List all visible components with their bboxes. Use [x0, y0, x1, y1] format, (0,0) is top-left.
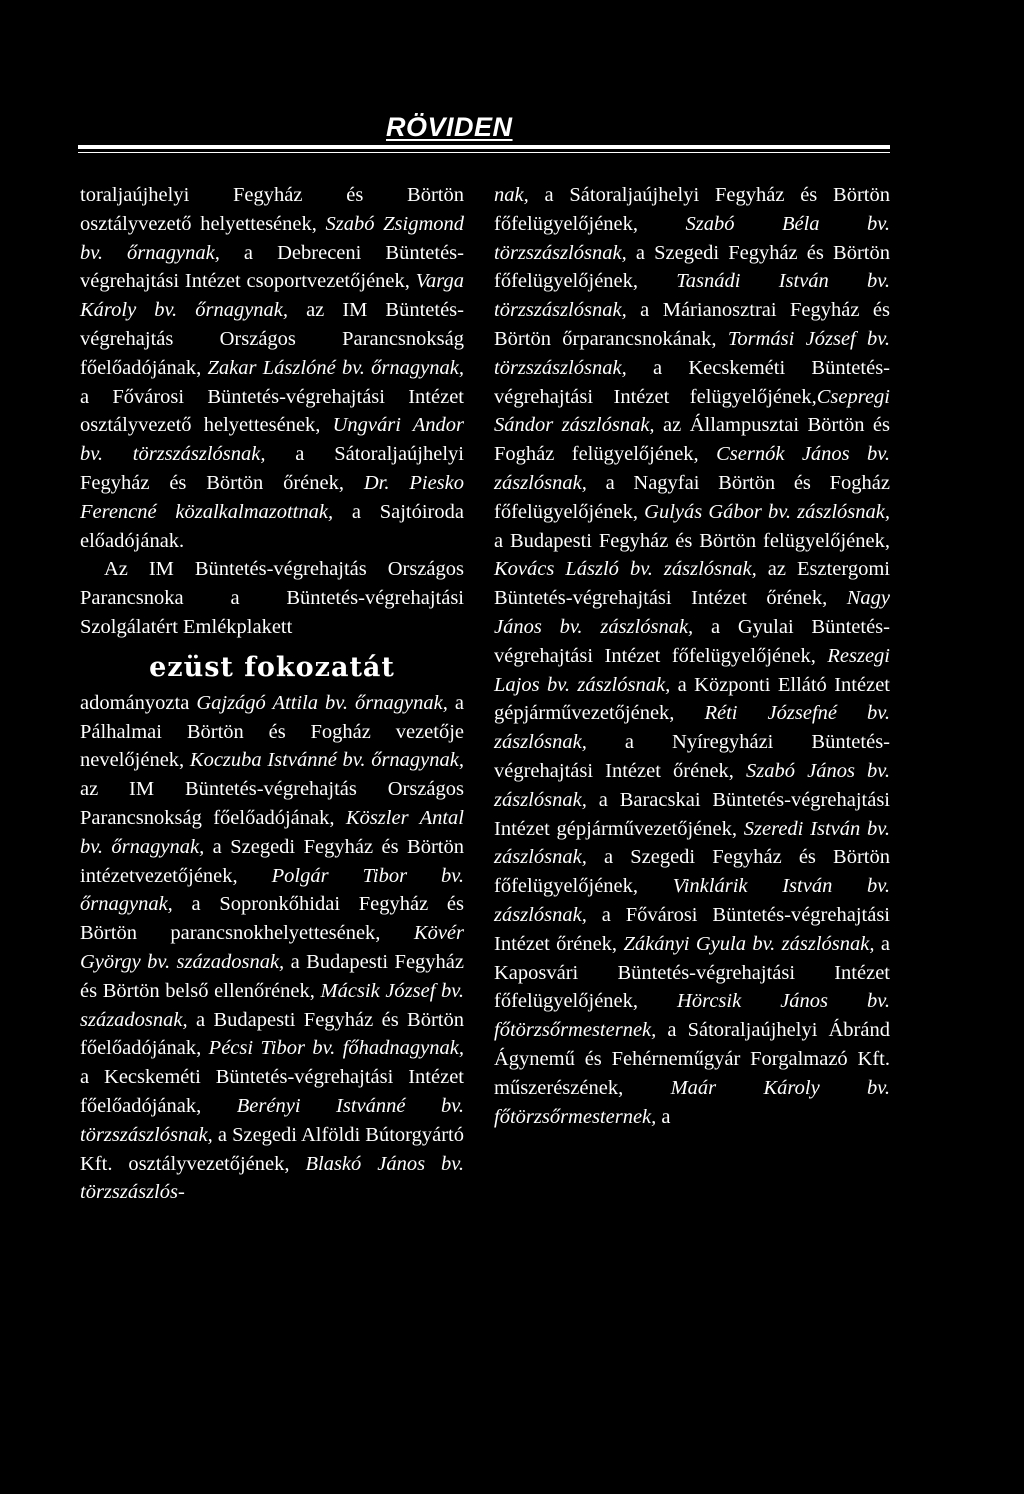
italic-name-run: Pécsi Tibor bv. főhadnagynak,: [208, 1037, 464, 1060]
italic-name-run: Mácsik József bv. századosnak,: [80, 979, 464, 1031]
italic-name-run: Köszler Antal bv. őrnagynak,: [80, 806, 464, 858]
italic-name-run: Blaskó János bv. törzszászlós-: [80, 1152, 465, 1204]
italic-name-run: Reszegi Lajos bv. zászlósnak,: [494, 644, 890, 696]
italic-name-run: Kövér György bv. századosnak,: [80, 922, 464, 973]
italic-name-run: Csepregi Sándor zászlósnak,: [494, 385, 890, 437]
section-header-title: RÖVIDEN: [386, 112, 513, 142]
left-paragraph-1: toraljaújhelyi Fegyház és Börtön osztályvezető helyettesének, Szabó Zsigmond bv. őrnagynak, a Debreceni Büntetés-végrehajtási Intézet csoportvezetőjének, Varga Károly bv. őrnagynak, az IM Büntetés-végrehajtás Országos Parancsnokság főelőadójának, Zakar Lászlóné bv. őrnagynak, a Fővárosi Büntetés-végrehajtási Intézet osztályvezető helyettesének, Ungvári Andor bv. törzszászlósnak, a Sátoraljaújhelyi Fegyház és Börtön őrének, Dr. Piesko Ferencné közalkalmazottnak, a Sajtóiroda előadójának.: [80, 184, 465, 552]
header-rule-thin: [78, 152, 890, 153]
italic-name-run: Dr. Piesko Ferencné közalkalmazottnak,: [80, 471, 465, 523]
italic-name-run: Varga Károly bv. őrnagynak,: [80, 270, 464, 322]
italic-name-run: Szabó Béla bv. törzszászlósnak,: [494, 212, 891, 264]
italic-name-run: Gajzágó Attila bv. őrnagynak,: [196, 691, 448, 714]
italic-name-run: Szeredi István bv. zászlósnak,: [494, 817, 890, 869]
left-paragraph-2: Az IM Büntetés-végrehajtás Országos Parancsnoka a Büntetés-végrehajtási Szolgálatért Emlékplakett: [80, 558, 464, 638]
italic-name-run: Vinklárik István bv. zászlósnak,: [494, 875, 890, 926]
italic-name-run: Szabó János bv. zászlósnak,: [494, 759, 891, 811]
italic-name-run: Zákányi Gyula bv. zászlósnak,: [623, 932, 875, 955]
italic-name-run: Ungvári Andor bv. törzszászlósnak,: [80, 414, 464, 466]
italic-name-run: nak,: [494, 184, 529, 206]
italic-name-run: Tormási József bv. törzszászlósnak,: [494, 327, 891, 379]
italic-name-run: Koczuba Istvánné bv. őrnagynak,: [189, 749, 464, 772]
award-heading: ezüst fokozatát: [149, 651, 395, 683]
italic-name-run: Polgár Tibor bv. őrnagynak,: [80, 864, 464, 916]
left-paragraph-3: adományozta Gajzágó Attila bv. őrnagynak, a Pálhalmai Börtön és Fogház vezetője nevelőjének, Koczuba Istvánné bv. őrnagynak, az IM Büntetés-végrehajtás Országos Parancsnokság főelőadójának, Köszler Antal bv. őrnagynak, a Szegedi Fegyház és Börtön intézetvezetőjének, Polgár Tibor bv. őrnagynak, a Sopronkőhidai Fegyház és Börtön parancsnokhelyettesének, Kövér György bv. századosnak, a Budapesti Fegyház és Börtön belső ellenőrének, Mácsik József bv. századosnak, a Budapesti Fegyház és Börtön főelőadójának, Pécsi Tibor bv. főhadnagynak, a Kecskeméti Büntetés-végrehajtási Intézet főelőadójának, Berényi Istvánné bv. törzszászlósnak, a Szegedi Alföldi Bútorgyártó Kft. osztályvezetőjének, Blaskó János bv. törzszászlós-: [80, 691, 465, 1204]
left-column: [80, 181, 464, 1207]
italic-name-run: Hörcsik János bv. főtörzsőrmesternek,: [494, 990, 891, 1042]
italic-name-run: Réti Józsefné bv. zászlósnak,: [494, 702, 890, 754]
italic-name-run: Kovács László bv. zászlósnak,: [494, 558, 757, 581]
header-rule-thick: [78, 145, 890, 149]
italic-name-run: Gulyás Gábor bv. zászlósnak,: [644, 500, 890, 523]
italic-name-run: Zakar Lászlóné bv. őrnagynak,: [207, 356, 464, 379]
italic-name-run: Szabó Zsigmond bv. őrnagynak,: [80, 212, 465, 264]
right-paragraph-1: nak, a Sátoraljaújhelyi Fegyház és Börtön főfelügyelőjének, Szabó Béla bv. törzszászlósnak, a Szegedi Fegyház és Börtön főfelügyelőjének, Tasnádi István bv. törzszászlósnak, a Márianosztrai Fegyház és Börtön őrparancsnokának, Tormási József bv. törzszászlósnak, a Kecskeméti Büntetés-végrehajtási Intézet felügyelőjének,Csepregi Sándor zászlósnak, az Állampusztai Börtön és Fogház felügyelőjének, Csernók János bv. zászlósnak, a Nagyfai Börtön és Fogház főfelügyelőjének, Gulyás Gábor bv. zászlósnak, a Budapesti Fegyház és Börtön felügyelőjének, Kovács László bv. zászlósnak, az Esztergomi Büntetés-végrehajtási Intézet őrének, Nagy János bv. zászlósnak, a Gyulai Büntetés-végrehajtási Intézet főfelügyelőjének, Reszegi Lajos bv. zászlósnak, a Központi Ellátó Intézet gépjárművezetőjének, Réti Józsefné bv. zászlósnak, a Nyíregyházi Büntetés-végrehajtási Intézet őrének, Szabó János bv. zászlósnak, a Baracskai Büntetés-végrehajtási Intézet gépjárművezetőjének, Szeredi István bv. zászlósnak, a Szegedi Fegyház és Börtön főfelügyelőjének, Vinklárik István bv. zászlósnak, a Fővárosi Büntetés-végrehajtási Intézet őrének, Zákányi Gyula bv. zászlósnak, a Kaposvári Büntetés-végrehajtási Intézet főfelügyelőjének, Hörcsik János bv. főtörzsőrmesternek, a Sátoraljaújhelyi Ábránd Ágynemű és Fehérneműgyár Forgalmazó Kft. műszerészének, Maár Károly bv. főtörzsőrmesternek, a: [494, 184, 891, 1128]
italic-name-run: Nagy János bv. zászlósnak,: [494, 587, 890, 638]
right-column: [494, 181, 890, 1131]
italic-name-run: Maár Károly bv. főtörzsőrmesternek,: [494, 1076, 890, 1128]
italic-name-run: Tasnádi István bv. törzszászlósnak,: [494, 270, 890, 322]
italic-name-run: Csernók János bv. zászlósnak,: [494, 443, 890, 494]
italic-name-run: Berényi Istvánné bv. törzszászlósnak,: [80, 1094, 464, 1146]
